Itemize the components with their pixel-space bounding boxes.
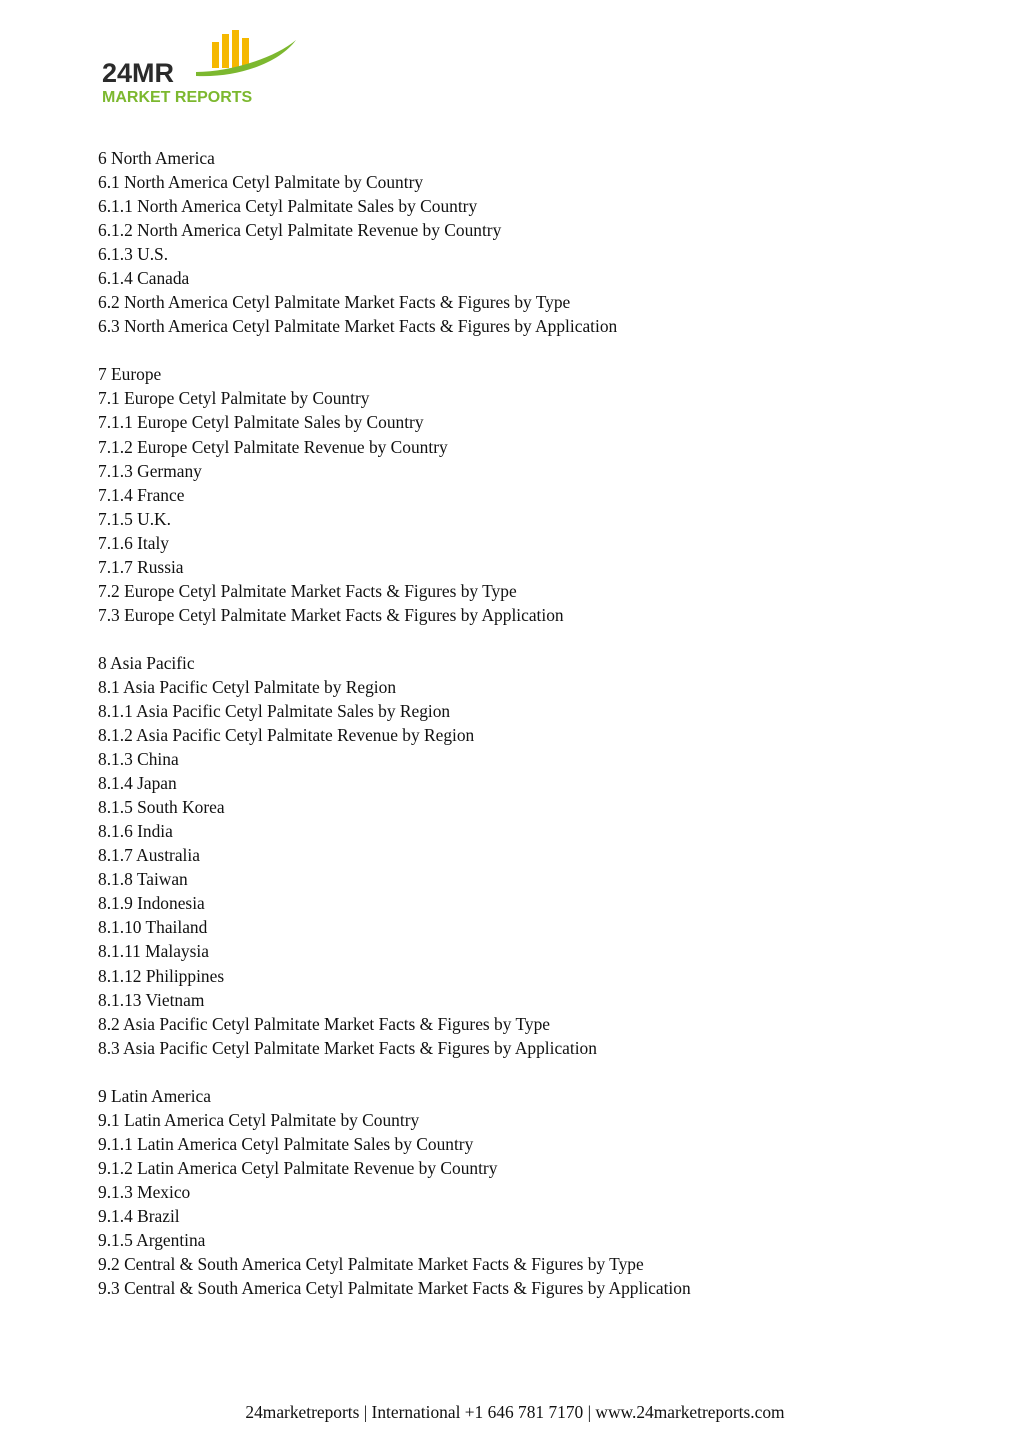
toc-entry: 8.1.7 Australia — [98, 845, 200, 866]
toc-entry: 9.3 Central & South America Cetyl Palmitate Market Facts & Figures by Application — [98, 1278, 691, 1299]
toc-entry: 6.1.3 U.S. — [98, 244, 169, 265]
toc-entry: 7.2 Europe Cetyl Palmitate Market Facts & Figures by Type — [98, 580, 517, 601]
table-of-contents — [98, 146, 958, 1324]
page-footer: 24marketreports | International +1 646 781 7170 | www.24marketreports.com — [245, 1402, 785, 1422]
toc-entry: 7.1.6 Italy — [98, 532, 169, 553]
toc-section-heading: 7 Europe — [98, 364, 162, 385]
toc-entry: 6.1.4 Canada — [98, 268, 190, 289]
logo-bar-2 — [222, 34, 229, 68]
company-logo — [100, 28, 310, 108]
toc-entry: 8.1.4 Japan — [98, 773, 177, 794]
logo-text-24mr: 24MR — [102, 58, 175, 88]
toc-entry: 8.1.8 Taiwan — [98, 869, 188, 890]
toc-entry: 9.1.3 Mexico — [98, 1181, 191, 1202]
toc-entry: 8.3 Asia Pacific Cetyl Palmitate Market Facts & Figures by Application — [98, 1037, 597, 1058]
toc-entry: 8.1 Asia Pacific Cetyl Palmitate by Region — [98, 676, 397, 697]
toc-entry: 6.2 North America Cetyl Palmitate Market Facts & Figures by Type — [98, 292, 571, 313]
toc-entry: 7.1.3 Germany — [98, 460, 202, 481]
toc-section-heading: 9 Latin America — [98, 1085, 211, 1106]
toc-entry: 9.1.2 Latin America Cetyl Palmitate Revenue by Country — [98, 1157, 498, 1178]
toc-section — [98, 146, 958, 338]
toc-entry: 6.1 North America Cetyl Palmitate by Country — [98, 172, 424, 193]
toc-entry: 8.1.13 Vietnam — [98, 989, 205, 1010]
toc-entry: 9.2 Central & South America Cetyl Palmitate Market Facts & Figures by Type — [98, 1254, 644, 1275]
toc-section-heading: 8 Asia Pacific — [98, 652, 195, 673]
toc-entry: 7.1.1 Europe Cetyl Palmitate Sales by Country — [98, 412, 424, 433]
toc-entry: 7.1.2 Europe Cetyl Palmitate Revenue by Country — [98, 436, 448, 457]
toc-section — [98, 362, 958, 627]
toc-entry: 8.1.12 Philippines — [98, 965, 225, 986]
toc-entry: 8.1.6 India — [98, 821, 173, 842]
toc-entry: 6.1.2 North America Cetyl Palmitate Revenue by Country — [98, 220, 502, 241]
toc-entry: 7.1 Europe Cetyl Palmitate by Country — [98, 388, 370, 409]
toc-entry: 9.1.4 Brazil — [98, 1205, 180, 1226]
logo-bar-4 — [242, 38, 249, 68]
toc-section — [98, 1084, 958, 1300]
toc-section-heading: 6 North America — [98, 148, 215, 168]
toc-entry: 8.1.5 South Korea — [98, 797, 225, 818]
logo-bar-3 — [232, 30, 239, 68]
toc-entry: 7.1.4 France — [98, 484, 185, 505]
logo-mark-icon — [100, 28, 310, 108]
toc-entry: 9.1.5 Argentina — [98, 1229, 206, 1250]
toc-entry: 8.1.1 Asia Pacific Cetyl Palmitate Sales by Region — [98, 700, 451, 721]
toc-entry: 8.1.11 Malaysia — [98, 941, 209, 962]
toc-entry: 9.1.1 Latin America Cetyl Palmitate Sales by Country — [98, 1133, 474, 1154]
logo-text-market-reports: MARKET REPORTS — [102, 89, 253, 106]
toc-entry: 9.1 Latin America Cetyl Palmitate by Country — [98, 1109, 420, 1130]
toc-section — [98, 651, 958, 1060]
toc-entry: 8.2 Asia Pacific Cetyl Palmitate Market Facts & Figures by Type — [98, 1013, 550, 1034]
toc-entry: 8.1.3 China — [98, 749, 179, 770]
toc-entry: 7.1.5 U.K. — [98, 508, 171, 529]
toc-entry: 6.1.1 North America Cetyl Palmitate Sales by Country — [98, 196, 478, 217]
toc-entry: 8.1.9 Indonesia — [98, 893, 205, 914]
toc-entry: 8.1.10 Thailand — [98, 917, 208, 938]
toc-entry: 7.1.7 Russia — [98, 556, 184, 577]
logo-bar-1 — [212, 42, 219, 68]
toc-entry: 7.3 Europe Cetyl Palmitate Market Facts & Figures by Application — [98, 604, 564, 625]
toc-entry: 8.1.2 Asia Pacific Cetyl Palmitate Revenue by Region — [98, 725, 475, 746]
toc-entry: 6.3 North America Cetyl Palmitate Market Facts & Figures by Application — [98, 316, 618, 337]
